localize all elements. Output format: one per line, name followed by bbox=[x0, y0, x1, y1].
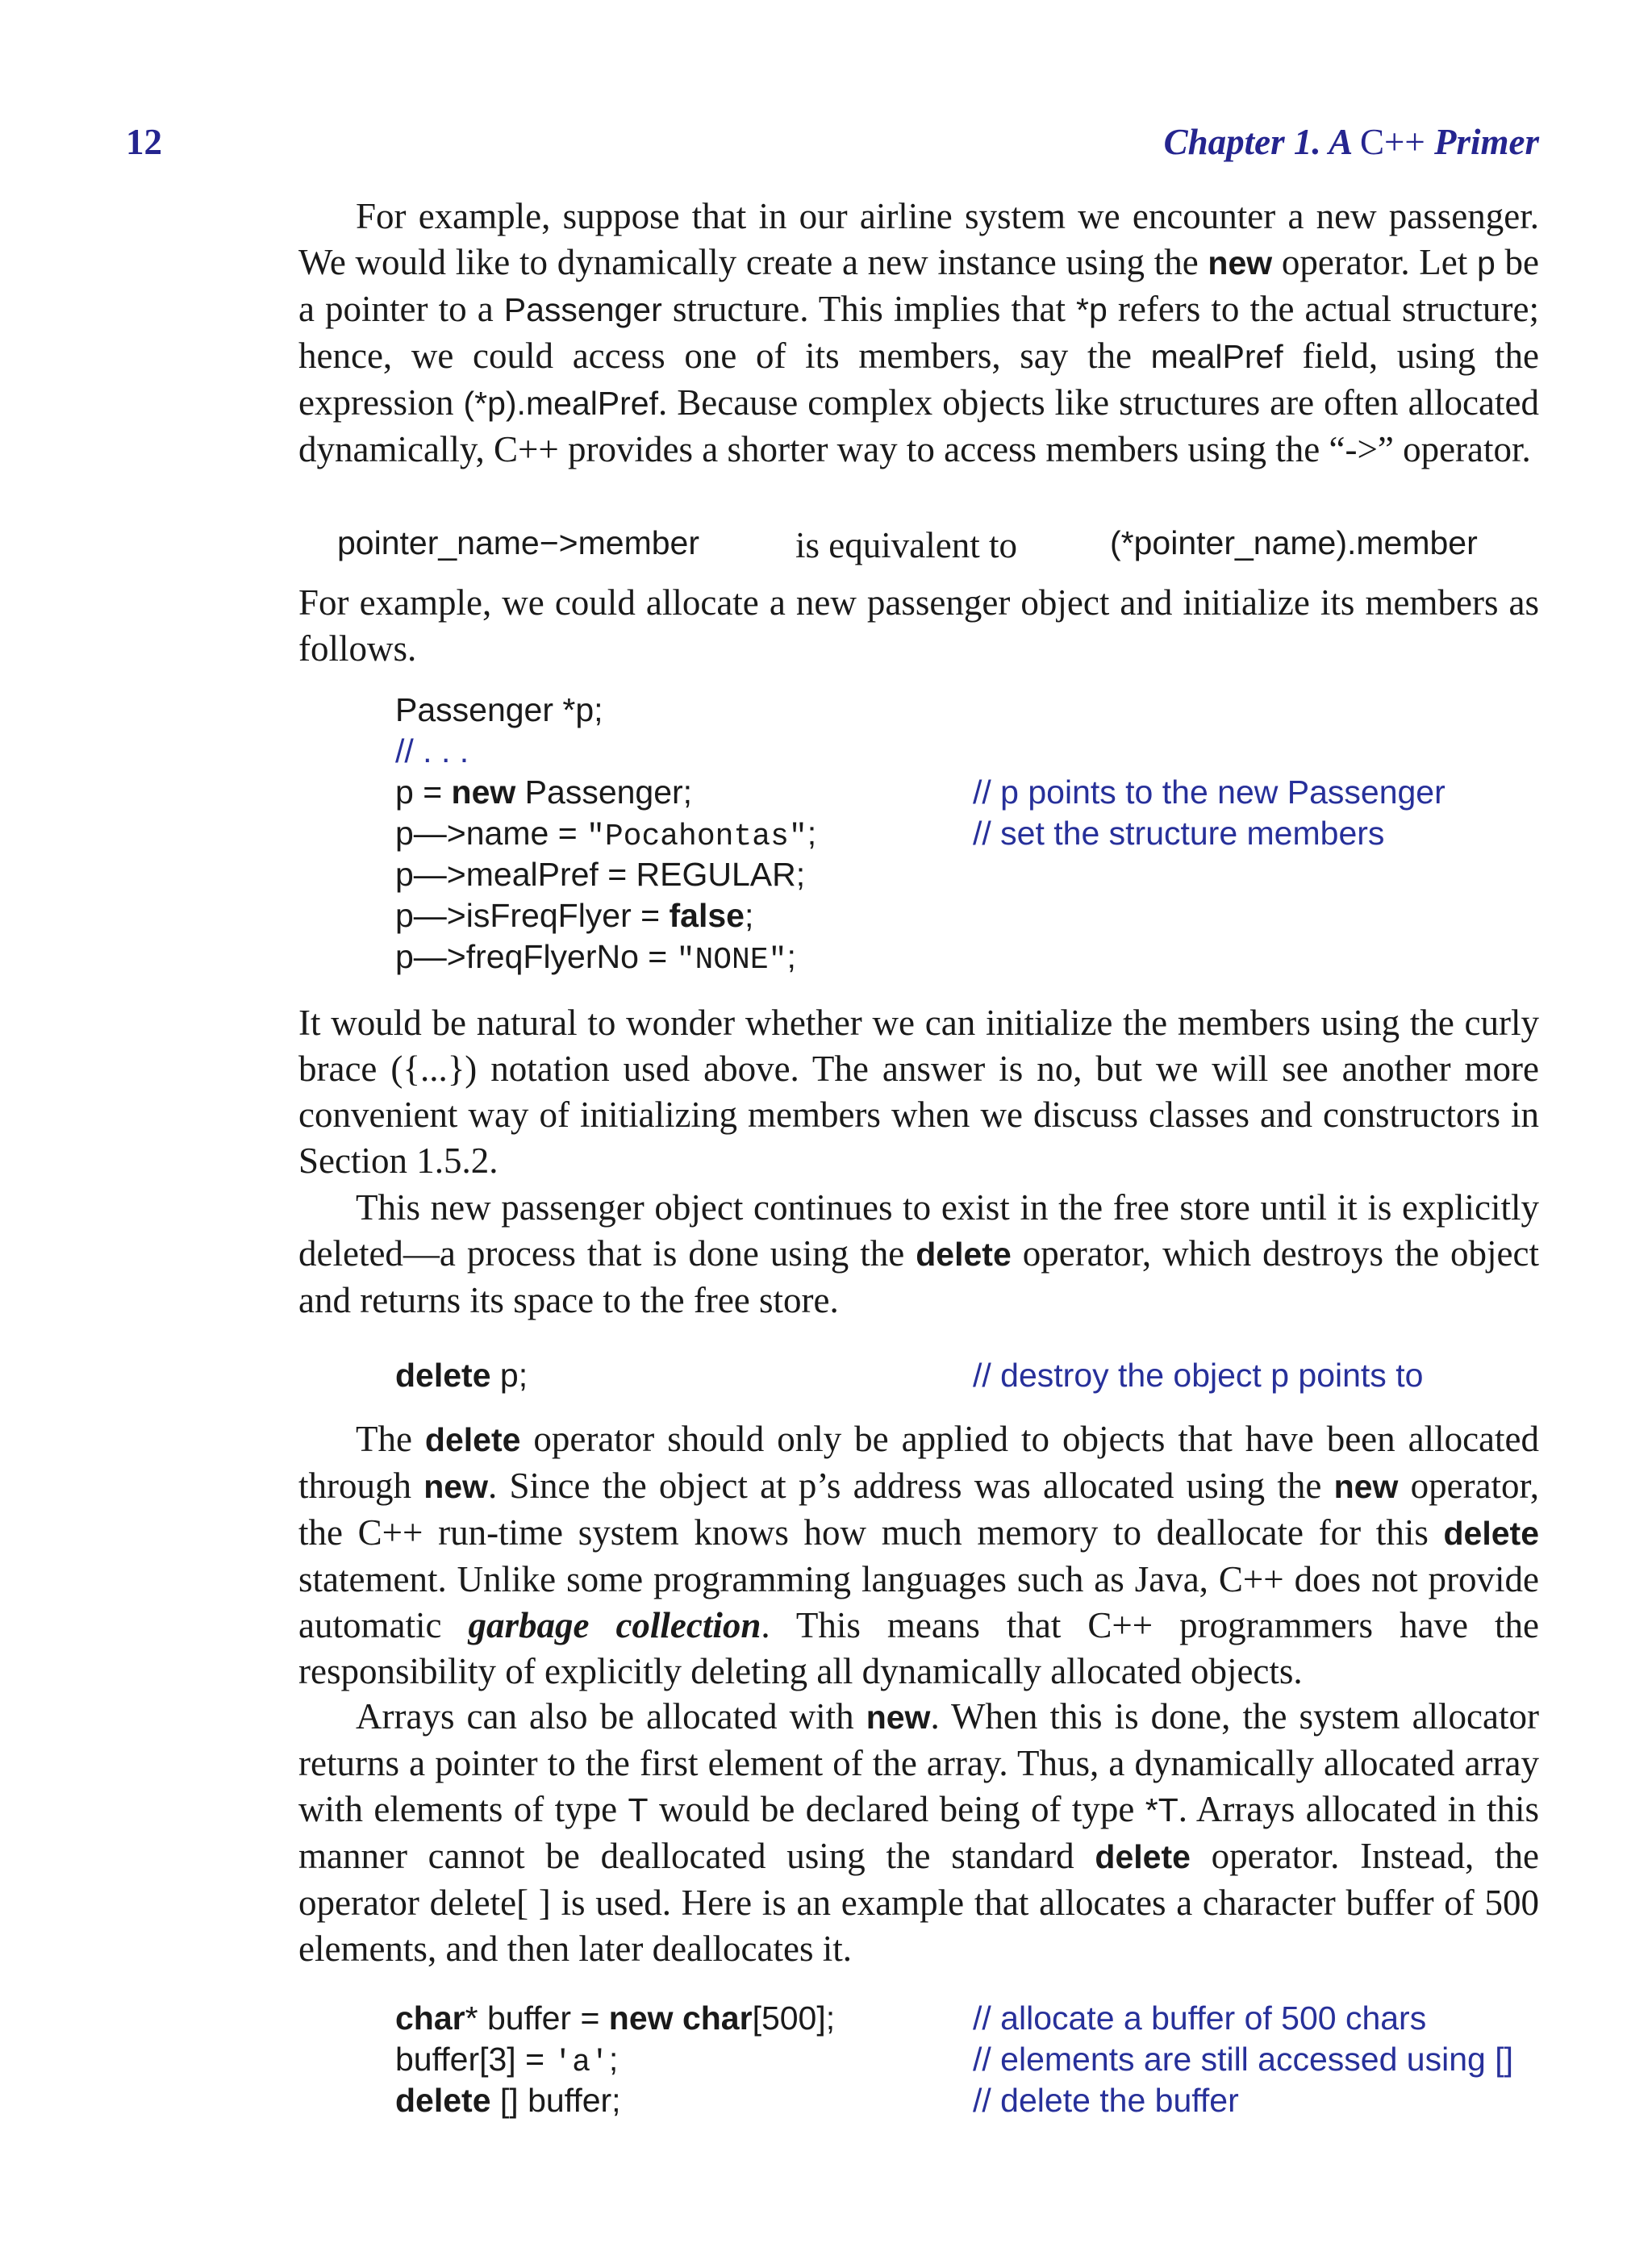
text: For example, we could allocate a new passenger object and initialize its members as follows. bbox=[298, 582, 1539, 669]
text: . Since the object at p’s address was allocated using the bbox=[487, 1466, 1334, 1506]
code-comment: // allocate a buffer of 500 chars bbox=[973, 1999, 1427, 2037]
keyword-delete: delete bbox=[424, 1421, 521, 1458]
keyword-delete: delete bbox=[916, 1236, 1012, 1273]
code-text: p—>isFreqFlyer = bbox=[395, 897, 670, 934]
code-line bbox=[395, 731, 1541, 772]
code-p: p bbox=[1476, 244, 1496, 281]
text: Arrays can also be allocated with bbox=[356, 1696, 866, 1737]
text: structure. This implies that bbox=[661, 289, 1077, 329]
code-comment: // elements are still accessed using [] bbox=[973, 2041, 1513, 2078]
code-deref: *p bbox=[1076, 291, 1108, 328]
code-passenger: Passenger bbox=[503, 291, 662, 328]
code-pointer-type: *T bbox=[1145, 1791, 1179, 1828]
chapter-title bbox=[1164, 121, 1539, 163]
code-mealpref: mealPref bbox=[1150, 338, 1283, 375]
code-line bbox=[395, 690, 1541, 731]
text: be a pointer to a bbox=[298, 242, 1539, 329]
keyword-new: new bbox=[1208, 244, 1273, 281]
text: The bbox=[356, 1419, 425, 1459]
text: For example, suppose that in our airline system we encounter a new passenger. We would like to dynamically create a new instance using the bbox=[298, 196, 1539, 282]
code-text: ; bbox=[608, 2041, 619, 2078]
text: . Because complex objects like structures are often allocated dynamically, C++ provides a shorter way to access members using the “->” operator. bbox=[298, 382, 1539, 469]
text: . Arrays allocated in this manner cannot be deallocated using the standard bbox=[298, 1789, 1540, 1876]
code-block-array-buffer bbox=[395, 1998, 1541, 2121]
arrow-equivalence-rule bbox=[337, 524, 1507, 573]
code-type-t: T bbox=[628, 1791, 649, 1828]
text: would be declared being of type bbox=[648, 1789, 1145, 1829]
code-line bbox=[395, 895, 1541, 936]
text: operator. Let bbox=[1272, 242, 1477, 282]
code-text: p—>freqFlyerNo = bbox=[395, 938, 677, 975]
code-text bbox=[674, 1999, 682, 2037]
code-text: ; bbox=[807, 815, 817, 852]
arrow-rule-middle: is equivalent to bbox=[795, 525, 1017, 565]
code-text: Passenger; bbox=[515, 773, 693, 811]
code-text: ; bbox=[786, 938, 796, 975]
code-text: ; bbox=[744, 897, 754, 934]
code-block-delete bbox=[395, 1355, 1541, 1396]
page-header bbox=[126, 121, 1539, 169]
code-keyword: char bbox=[682, 1999, 753, 2037]
code-line bbox=[395, 813, 1541, 854]
code-text: Passenger *p; bbox=[395, 691, 603, 728]
text: . This means that C++ programmers have the responsibility of explicitly deleting all dynamically allocated objects. bbox=[298, 1605, 1539, 1691]
paragraph-arrays bbox=[298, 1694, 1539, 1972]
code-text: p—>mealPref = REGULAR; bbox=[395, 856, 806, 893]
arrow-rule-right: (*pointer_name).member bbox=[1110, 524, 1478, 561]
text: field, using the expression bbox=[298, 336, 1539, 423]
keyword-delete: delete bbox=[1443, 1515, 1539, 1552]
code-keyword: new bbox=[451, 773, 516, 811]
text: statement. Unlike some programming languages such as Java, C++ does not provide automatic bbox=[298, 1559, 1539, 1645]
code-text: [500]; bbox=[752, 1999, 836, 2037]
emphasis-garbage-collection: garbage collection bbox=[468, 1605, 761, 1645]
code-keyword: new bbox=[608, 1999, 674, 2037]
code-keyword: char bbox=[395, 1999, 465, 2037]
code-string: 'a' bbox=[553, 2045, 609, 2080]
paragraph-pointer-members bbox=[298, 194, 1539, 473]
code-comment: // delete the buffer bbox=[973, 2082, 1239, 2119]
paragraph-curly-brace bbox=[298, 1000, 1539, 1184]
text: refers to the actual structure; hence, we could access one of its members, say the bbox=[298, 289, 1539, 376]
chapter-suffix: Primer bbox=[1425, 122, 1539, 162]
page-number: 12 bbox=[126, 122, 162, 162]
keyword-delete: delete bbox=[1095, 1838, 1191, 1875]
code-block-passenger bbox=[395, 690, 1541, 978]
code-line bbox=[395, 854, 1541, 895]
keyword-new: new bbox=[1333, 1468, 1399, 1505]
keyword-new: new bbox=[866, 1699, 931, 1736]
code-text: p—>name = bbox=[395, 815, 587, 852]
code-keyword: delete bbox=[395, 2082, 491, 2119]
code-line bbox=[395, 772, 1541, 813]
code-comment: // . . . bbox=[395, 732, 469, 769]
text: operator should only be applied to objects that have been allocated through bbox=[298, 1419, 1539, 1506]
text: It would be natural to wonder whether we can initialize the members using the curly brace ({...}) notation used above. The answer is no, but we will see another more convenient way of initializing members when we discuss classes and constructors in Section 1.5.2. bbox=[298, 1003, 1539, 1181]
arrow-rule-left: pointer_name−>member bbox=[337, 524, 699, 561]
text: operator, which destroys the object and returns its space to the free store. bbox=[298, 1233, 1539, 1320]
code-text: buffer[3] = bbox=[395, 2041, 554, 2078]
paragraph-free-store bbox=[298, 1185, 1539, 1324]
code-line bbox=[395, 936, 1541, 978]
text: operator. Instead, the operator delete[ ] is used. Here is an example that allocates a character buffer of 500 elements, and then later deallocates it. bbox=[298, 1836, 1540, 1969]
code-line bbox=[395, 1355, 1541, 1396]
code-text: [] buffer; bbox=[490, 2082, 621, 2119]
code-comment: // set the structure members bbox=[973, 815, 1385, 852]
paragraph-allocate-example bbox=[298, 580, 1539, 672]
code-keyword: delete bbox=[395, 1357, 491, 1394]
code-text: p; bbox=[490, 1357, 528, 1394]
code-string: "NONE" bbox=[676, 943, 787, 978]
code-line bbox=[395, 2039, 1541, 2080]
chapter-prefix: Chapter 1. A bbox=[1163, 122, 1360, 162]
keyword-new: new bbox=[423, 1468, 488, 1505]
code-text: * buffer = bbox=[465, 1999, 609, 2037]
code-text: p = bbox=[395, 773, 452, 811]
text: This new passenger object continues to exist in the free store until it is explicitly deleted—a process that is done using the bbox=[298, 1187, 1539, 1274]
text: . When this is done, the system allocator returns a pointer to the first element of the array. Thus, a dynamically allocated array with elements of type bbox=[298, 1696, 1539, 1829]
code-expression: (*p).mealPref bbox=[463, 385, 658, 422]
code-string: "Pocahontas" bbox=[586, 819, 807, 854]
code-line bbox=[395, 2080, 1541, 2121]
code-comment: // p points to the new Passenger bbox=[973, 773, 1446, 811]
paragraph-garbage-collection bbox=[298, 1416, 1539, 1695]
text: operator, the C++ run-time system knows how much memory to deallocate for this bbox=[298, 1466, 1539, 1553]
code-line bbox=[395, 1998, 1541, 2039]
code-keyword: false bbox=[669, 897, 745, 934]
chapter-cpp: C++ bbox=[1359, 122, 1425, 162]
code-comment: // destroy the object p points to bbox=[973, 1357, 1424, 1394]
